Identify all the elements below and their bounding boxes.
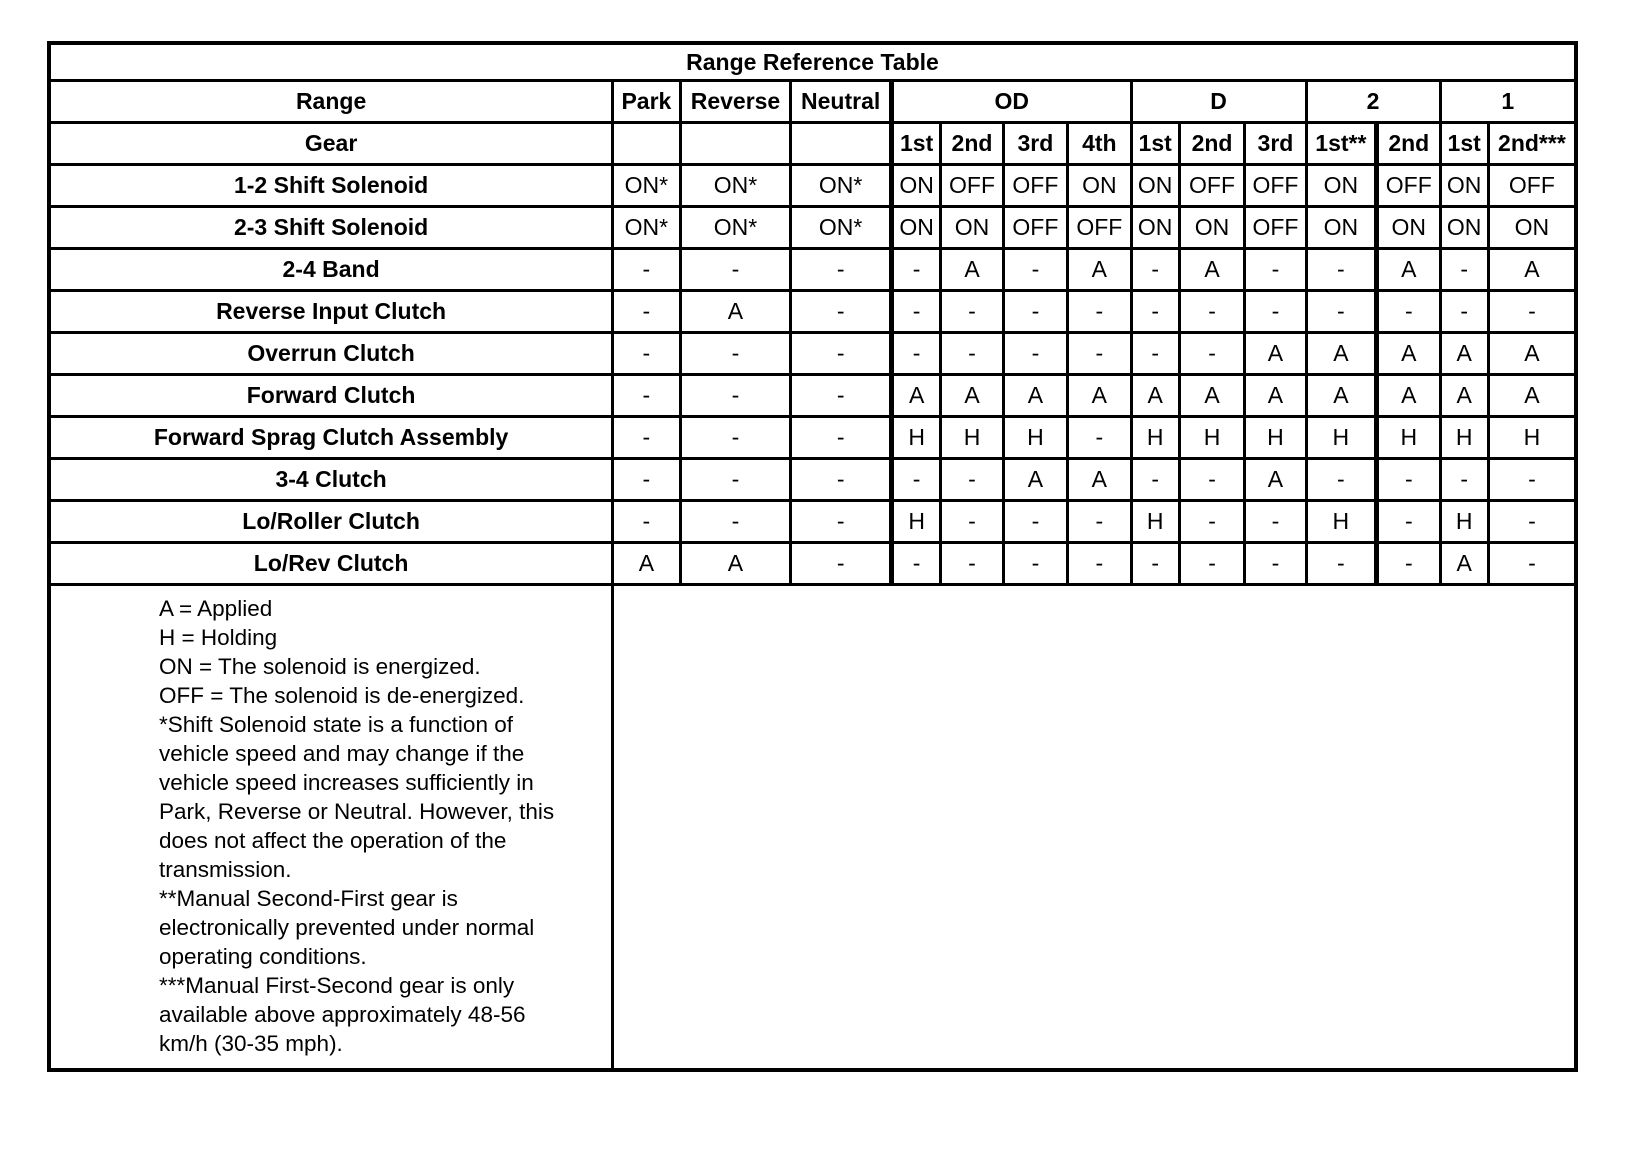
table-cell: -: [1003, 501, 1067, 543]
table-cell: -: [941, 459, 1003, 501]
table-cell: -: [1131, 291, 1179, 333]
table-cell: -: [891, 249, 940, 291]
range-od: OD: [891, 81, 1131, 123]
table-cell: -: [613, 417, 680, 459]
table-cell: -: [941, 501, 1003, 543]
table-cell: ON: [941, 207, 1003, 249]
table-cell: -: [1488, 543, 1576, 585]
legend-line: Park, Reverse or Neutral. However, this: [159, 799, 555, 824]
table-cell: ON*: [680, 207, 791, 249]
table-row: [49, 417, 1576, 459]
table-cell: -: [1488, 501, 1576, 543]
table-cell: A: [1068, 459, 1131, 501]
table-cell: ON: [1131, 165, 1179, 207]
row-label: 2-4 Band: [49, 249, 613, 291]
table-cell: -: [1377, 459, 1440, 501]
table-cell: A: [1306, 333, 1376, 375]
table-cell: H: [1377, 417, 1440, 459]
table-cell: A: [1440, 333, 1488, 375]
table-cell: ON: [1306, 207, 1376, 249]
table-cell: -: [1003, 543, 1067, 585]
legend-line: ***Manual First-Second gear is only: [159, 973, 515, 998]
row-label: 3-4 Clutch: [49, 459, 613, 501]
range-2: 2: [1306, 81, 1440, 123]
table-cell: ON*: [613, 165, 680, 207]
row-label: Overrun Clutch: [49, 333, 613, 375]
range-d: D: [1131, 81, 1306, 123]
table-cell: OFF: [1068, 207, 1131, 249]
table-cell: -: [1245, 291, 1306, 333]
table-cell: A: [1068, 375, 1131, 417]
table-cell: OFF: [1245, 165, 1306, 207]
range-header-row: [49, 81, 1576, 123]
table-cell: H: [1131, 501, 1179, 543]
table-cell: -: [1179, 501, 1244, 543]
table-cell: -: [891, 459, 940, 501]
table-row: [49, 291, 1576, 333]
table-cell: OFF: [1377, 165, 1440, 207]
gear-label: Gear: [49, 123, 613, 165]
table-cell: -: [680, 375, 791, 417]
row-label: 1-2 Shift Solenoid: [49, 165, 613, 207]
gear-cell: 2nd: [1377, 123, 1440, 165]
table-cell: -: [680, 459, 791, 501]
table-cell: -: [891, 543, 940, 585]
table-cell: ON*: [613, 207, 680, 249]
table-cell: OFF: [941, 165, 1003, 207]
legend-line: electronically prevented under normal: [159, 915, 535, 940]
table-cell: ON: [1131, 207, 1179, 249]
legend-line: ON = The solenoid is energized.: [159, 654, 481, 679]
gear-cell: [791, 123, 892, 165]
gear-cell: 1st**: [1306, 123, 1376, 165]
table-cell: -: [891, 333, 940, 375]
table-cell: ON: [1179, 207, 1244, 249]
table-cell: -: [613, 333, 680, 375]
table-cell: A: [891, 375, 940, 417]
table-cell: A: [1179, 249, 1244, 291]
table-cell: A: [680, 543, 791, 585]
table-cell: A: [613, 543, 680, 585]
table-row: [49, 375, 1576, 417]
range-1: 1: [1440, 81, 1576, 123]
row-label: Forward Clutch: [49, 375, 613, 417]
table-cell: ON: [1440, 165, 1488, 207]
table-cell: -: [1179, 291, 1244, 333]
legend-line: transmission.: [159, 857, 292, 882]
table-cell: -: [613, 459, 680, 501]
table-cell: -: [791, 501, 892, 543]
table-row: [49, 249, 1576, 291]
gear-cell: [613, 123, 680, 165]
table-cell: -: [1068, 501, 1131, 543]
table-cell: -: [941, 333, 1003, 375]
table-cell: A: [1245, 459, 1306, 501]
table-cell: A: [680, 291, 791, 333]
table-cell: -: [1003, 249, 1067, 291]
table-cell: OFF: [1179, 165, 1244, 207]
table-cell: -: [613, 291, 680, 333]
table-cell: ON*: [791, 165, 892, 207]
gear-cell: 4th: [1068, 123, 1131, 165]
table-cell: -: [1131, 333, 1179, 375]
table-cell: -: [1377, 501, 1440, 543]
table-cell: A: [1306, 375, 1376, 417]
table-cell: H: [1245, 417, 1306, 459]
table-cell: A: [1377, 249, 1440, 291]
table-cell: ON*: [791, 207, 892, 249]
table-cell: -: [1245, 543, 1306, 585]
table-cell: OFF: [1003, 207, 1067, 249]
table-cell: -: [1068, 333, 1131, 375]
range-reference-table: [47, 41, 1578, 1072]
table-cell: A: [941, 249, 1003, 291]
table-cell: -: [613, 249, 680, 291]
table-cell: -: [791, 543, 892, 585]
legend-line: H = Holding: [159, 625, 278, 650]
table-cell: H: [1003, 417, 1067, 459]
gear-cell: 3rd: [1003, 123, 1067, 165]
table-cell: -: [680, 333, 791, 375]
table-row: [49, 459, 1576, 501]
gear-cell: [680, 123, 791, 165]
table-cell: -: [941, 543, 1003, 585]
range-park: Park: [613, 81, 680, 123]
table-cell: -: [1179, 459, 1244, 501]
table-cell: H: [1440, 417, 1488, 459]
table-cell: ON: [1306, 165, 1376, 207]
gear-header-row: [49, 123, 1576, 165]
legend-line: operating conditions.: [159, 944, 367, 969]
table-cell: A: [1068, 249, 1131, 291]
table-cell: -: [1488, 459, 1576, 501]
table-cell: -: [1377, 543, 1440, 585]
table-cell: -: [791, 459, 892, 501]
table-cell: A: [1488, 375, 1576, 417]
table-cell: A: [1003, 375, 1067, 417]
table-cell: OFF: [1245, 207, 1306, 249]
table-cell: -: [1306, 291, 1376, 333]
table-cell: A: [1245, 375, 1306, 417]
table-cell: H: [941, 417, 1003, 459]
table-cell: -: [1131, 459, 1179, 501]
table-cell: -: [1440, 249, 1488, 291]
legend-line: available above approximately 48-56: [159, 1002, 526, 1027]
legend-line: vehicle speed and may change if the: [159, 741, 525, 766]
table-row: [49, 501, 1576, 543]
table-cell: -: [1068, 543, 1131, 585]
table-cell: H: [1131, 417, 1179, 459]
table-cell: -: [791, 291, 892, 333]
row-label: Forward Sprag Clutch Assembly: [49, 417, 613, 459]
table-cell: ON: [1440, 207, 1488, 249]
gear-cell: 2nd: [941, 123, 1003, 165]
legend-line: vehicle speed increases sufficiently in: [159, 770, 534, 795]
table-cell: -: [1003, 333, 1067, 375]
table-cell: -: [680, 249, 791, 291]
table-cell: H: [1306, 417, 1376, 459]
table-cell: -: [1068, 417, 1131, 459]
table-title: Range Reference Table: [49, 43, 1576, 81]
table-cell: A: [1003, 459, 1067, 501]
table-cell: H: [891, 417, 940, 459]
table-cell: -: [1377, 291, 1440, 333]
legend-line: OFF = The solenoid is de-energized.: [159, 683, 525, 708]
table-cell: A: [1131, 375, 1179, 417]
table-cell: -: [680, 501, 791, 543]
empty-area: [613, 585, 1576, 1071]
table-cell: OFF: [1488, 165, 1576, 207]
table-cell: -: [791, 333, 892, 375]
table-cell: A: [1488, 333, 1576, 375]
table-row: [49, 543, 1576, 585]
table-cell: A: [1440, 543, 1488, 585]
table-cell: A: [1377, 333, 1440, 375]
row-label: Reverse Input Clutch: [49, 291, 613, 333]
table-cell: -: [791, 417, 892, 459]
table-cell: -: [891, 291, 940, 333]
gear-cell: 3rd: [1245, 123, 1306, 165]
table-row: [49, 333, 1576, 375]
table-cell: -: [613, 375, 680, 417]
table-cell: -: [1245, 501, 1306, 543]
legend-line: A = Applied: [159, 596, 273, 621]
table-cell: -: [941, 291, 1003, 333]
table-cell: H: [1440, 501, 1488, 543]
table-cell: -: [1306, 543, 1376, 585]
gear-cell: 2nd: [1179, 123, 1244, 165]
row-label: 2-3 Shift Solenoid: [49, 207, 613, 249]
table-cell: H: [891, 501, 940, 543]
legend-line: does not affect the operation of the: [159, 828, 507, 853]
legend-line: km/h (30-35 mph).: [159, 1031, 343, 1056]
legend-line: *Shift Solenoid state is a function of: [159, 712, 513, 737]
table-cell: A: [1377, 375, 1440, 417]
table-cell: -: [1306, 459, 1376, 501]
table-cell: ON*: [680, 165, 791, 207]
table-row: [49, 165, 1576, 207]
row-label: Lo/Roller Clutch: [49, 501, 613, 543]
gear-cell: 2nd***: [1488, 123, 1576, 165]
table-row: [49, 207, 1576, 249]
table-cell: -: [1440, 291, 1488, 333]
row-label: Lo/Rev Clutch: [49, 543, 613, 585]
range-neutral: Neutral: [791, 81, 892, 123]
table-cell: -: [1488, 291, 1576, 333]
gear-cell: 1st: [1131, 123, 1179, 165]
table-cell: A: [1245, 333, 1306, 375]
table-cell: ON: [1068, 165, 1131, 207]
table-cell: A: [1179, 375, 1244, 417]
gear-cell: 1st: [891, 123, 940, 165]
table-cell: -: [791, 375, 892, 417]
gear-cell: 1st: [1440, 123, 1488, 165]
table-cell: -: [680, 417, 791, 459]
table-cell: A: [941, 375, 1003, 417]
table-cell: -: [1003, 291, 1067, 333]
table-cell: ON: [1377, 207, 1440, 249]
table-cell: -: [1440, 459, 1488, 501]
legend-line: **Manual Second-First gear is: [159, 886, 458, 911]
table-cell: A: [1440, 375, 1488, 417]
table-cell: -: [1306, 249, 1376, 291]
table-cell: -: [1179, 333, 1244, 375]
table-cell: -: [613, 501, 680, 543]
table-cell: ON: [891, 165, 940, 207]
table-cell: -: [1068, 291, 1131, 333]
range-reverse: Reverse: [680, 81, 791, 123]
table-cell: -: [1131, 249, 1179, 291]
table-cell: H: [1306, 501, 1376, 543]
table-cell: A: [1488, 249, 1576, 291]
table-cell: H: [1488, 417, 1576, 459]
table-cell: H: [1179, 417, 1244, 459]
table-cell: OFF: [1003, 165, 1067, 207]
table-cell: -: [1245, 249, 1306, 291]
range-label: Range: [49, 81, 613, 123]
table-cell: ON: [891, 207, 940, 249]
table-cell: ON: [1488, 207, 1576, 249]
legend: [49, 585, 613, 1071]
table-cell: -: [1131, 543, 1179, 585]
table-cell: -: [1179, 543, 1244, 585]
table-cell: -: [791, 249, 892, 291]
